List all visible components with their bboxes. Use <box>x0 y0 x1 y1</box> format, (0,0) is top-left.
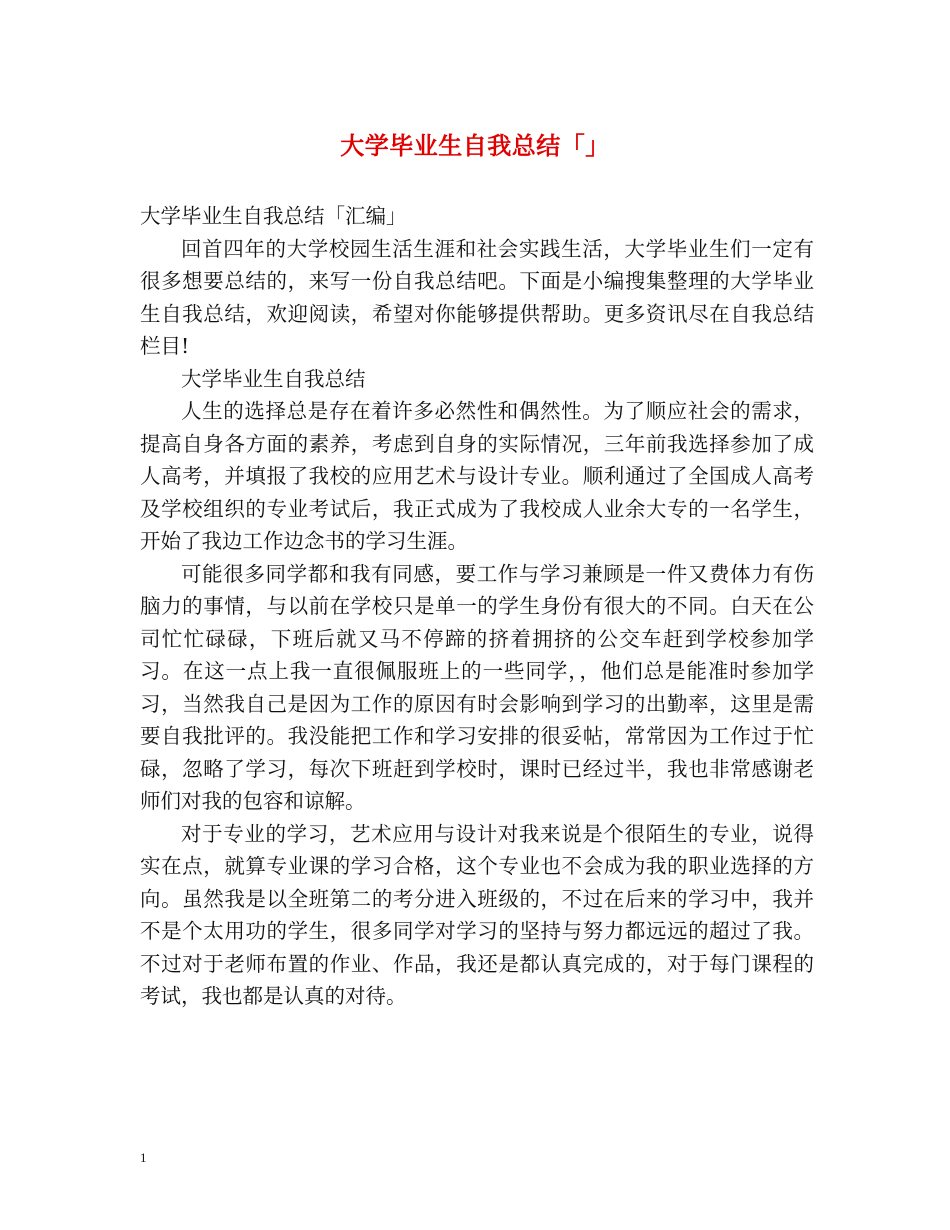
body-subheading: 大学毕业生自我总结 <box>181 366 366 391</box>
body-paragraph-heading: 大学毕业生自我总结「汇编」 <box>140 204 407 228</box>
body-paragraph: 对于专业的学习，艺术应用与设计对我来说是个很陌生的专业，说得实在点，就算专业课的学习合格，这个专业也不会成为我的职业选择的方向。虽然我是以全班第二的考分进入班级的，不过在后来的学习中，我并不是个太用功的学生，很多同学对学习的坚持与努力都远远的超过了我。不过对于老师布置的作业、作品，我还是都认真完成的，对于每门课程的考试，我也都是认真的对待。 <box>140 821 814 1008</box>
body-paragraph: 回首四年的大学校园生活生涯和社会实践生活，大学毕业生们一定有很多想要总结的，来写一份自我总结吧。下面是小编搜集整理的大学毕业生自我总结，欢迎阅读，希望对你能够提供帮助。更多资讯尽在自我总结栏目! <box>140 236 814 358</box>
body-paragraph: 可能很多同学都和我有同感，要工作与学习兼顾是一件又费体力有伤脑力的事情，与以前在学校只是单一的学生身份有很大的不同。白天在公司忙忙碌碌，下班后就又马不停蹄的挤着拥挤的公交车赶到学校参加学习。在这一点上我一直很佩服班上的一些同学，，他们总是能准时参加学习，当然我自己是因为工作的原因有时会影响到学习的出勤率，这里是需要自我批评的。我没能把工作和学习安排的很妥帖，常常因为工作过于忙碌，忽略了学习，每次下班赶到学校时，课时已经过半，我也非常感谢老师们对我的包容和谅解。 <box>140 561 814 813</box>
document-body <box>140 200 814 1013</box>
page-number: 1 <box>140 1150 147 1165</box>
body-paragraph: 人生的选择总是存在着许多必然性和偶然性。为了顺应社会的需求，提高自身各方面的素养，考虑到自身的实际情况，三年前我选择参加了成人高考，并填报了我校的应用艺术与设计专业。顺利通过了全国成人高考及学校组织的专业考试后，我正式成为了我校成人业余大专的一名学生，开始了我边工作边念书的学习生涯。 <box>140 399 814 553</box>
document-title: 大学毕业生自我总结「」 <box>340 132 610 160</box>
